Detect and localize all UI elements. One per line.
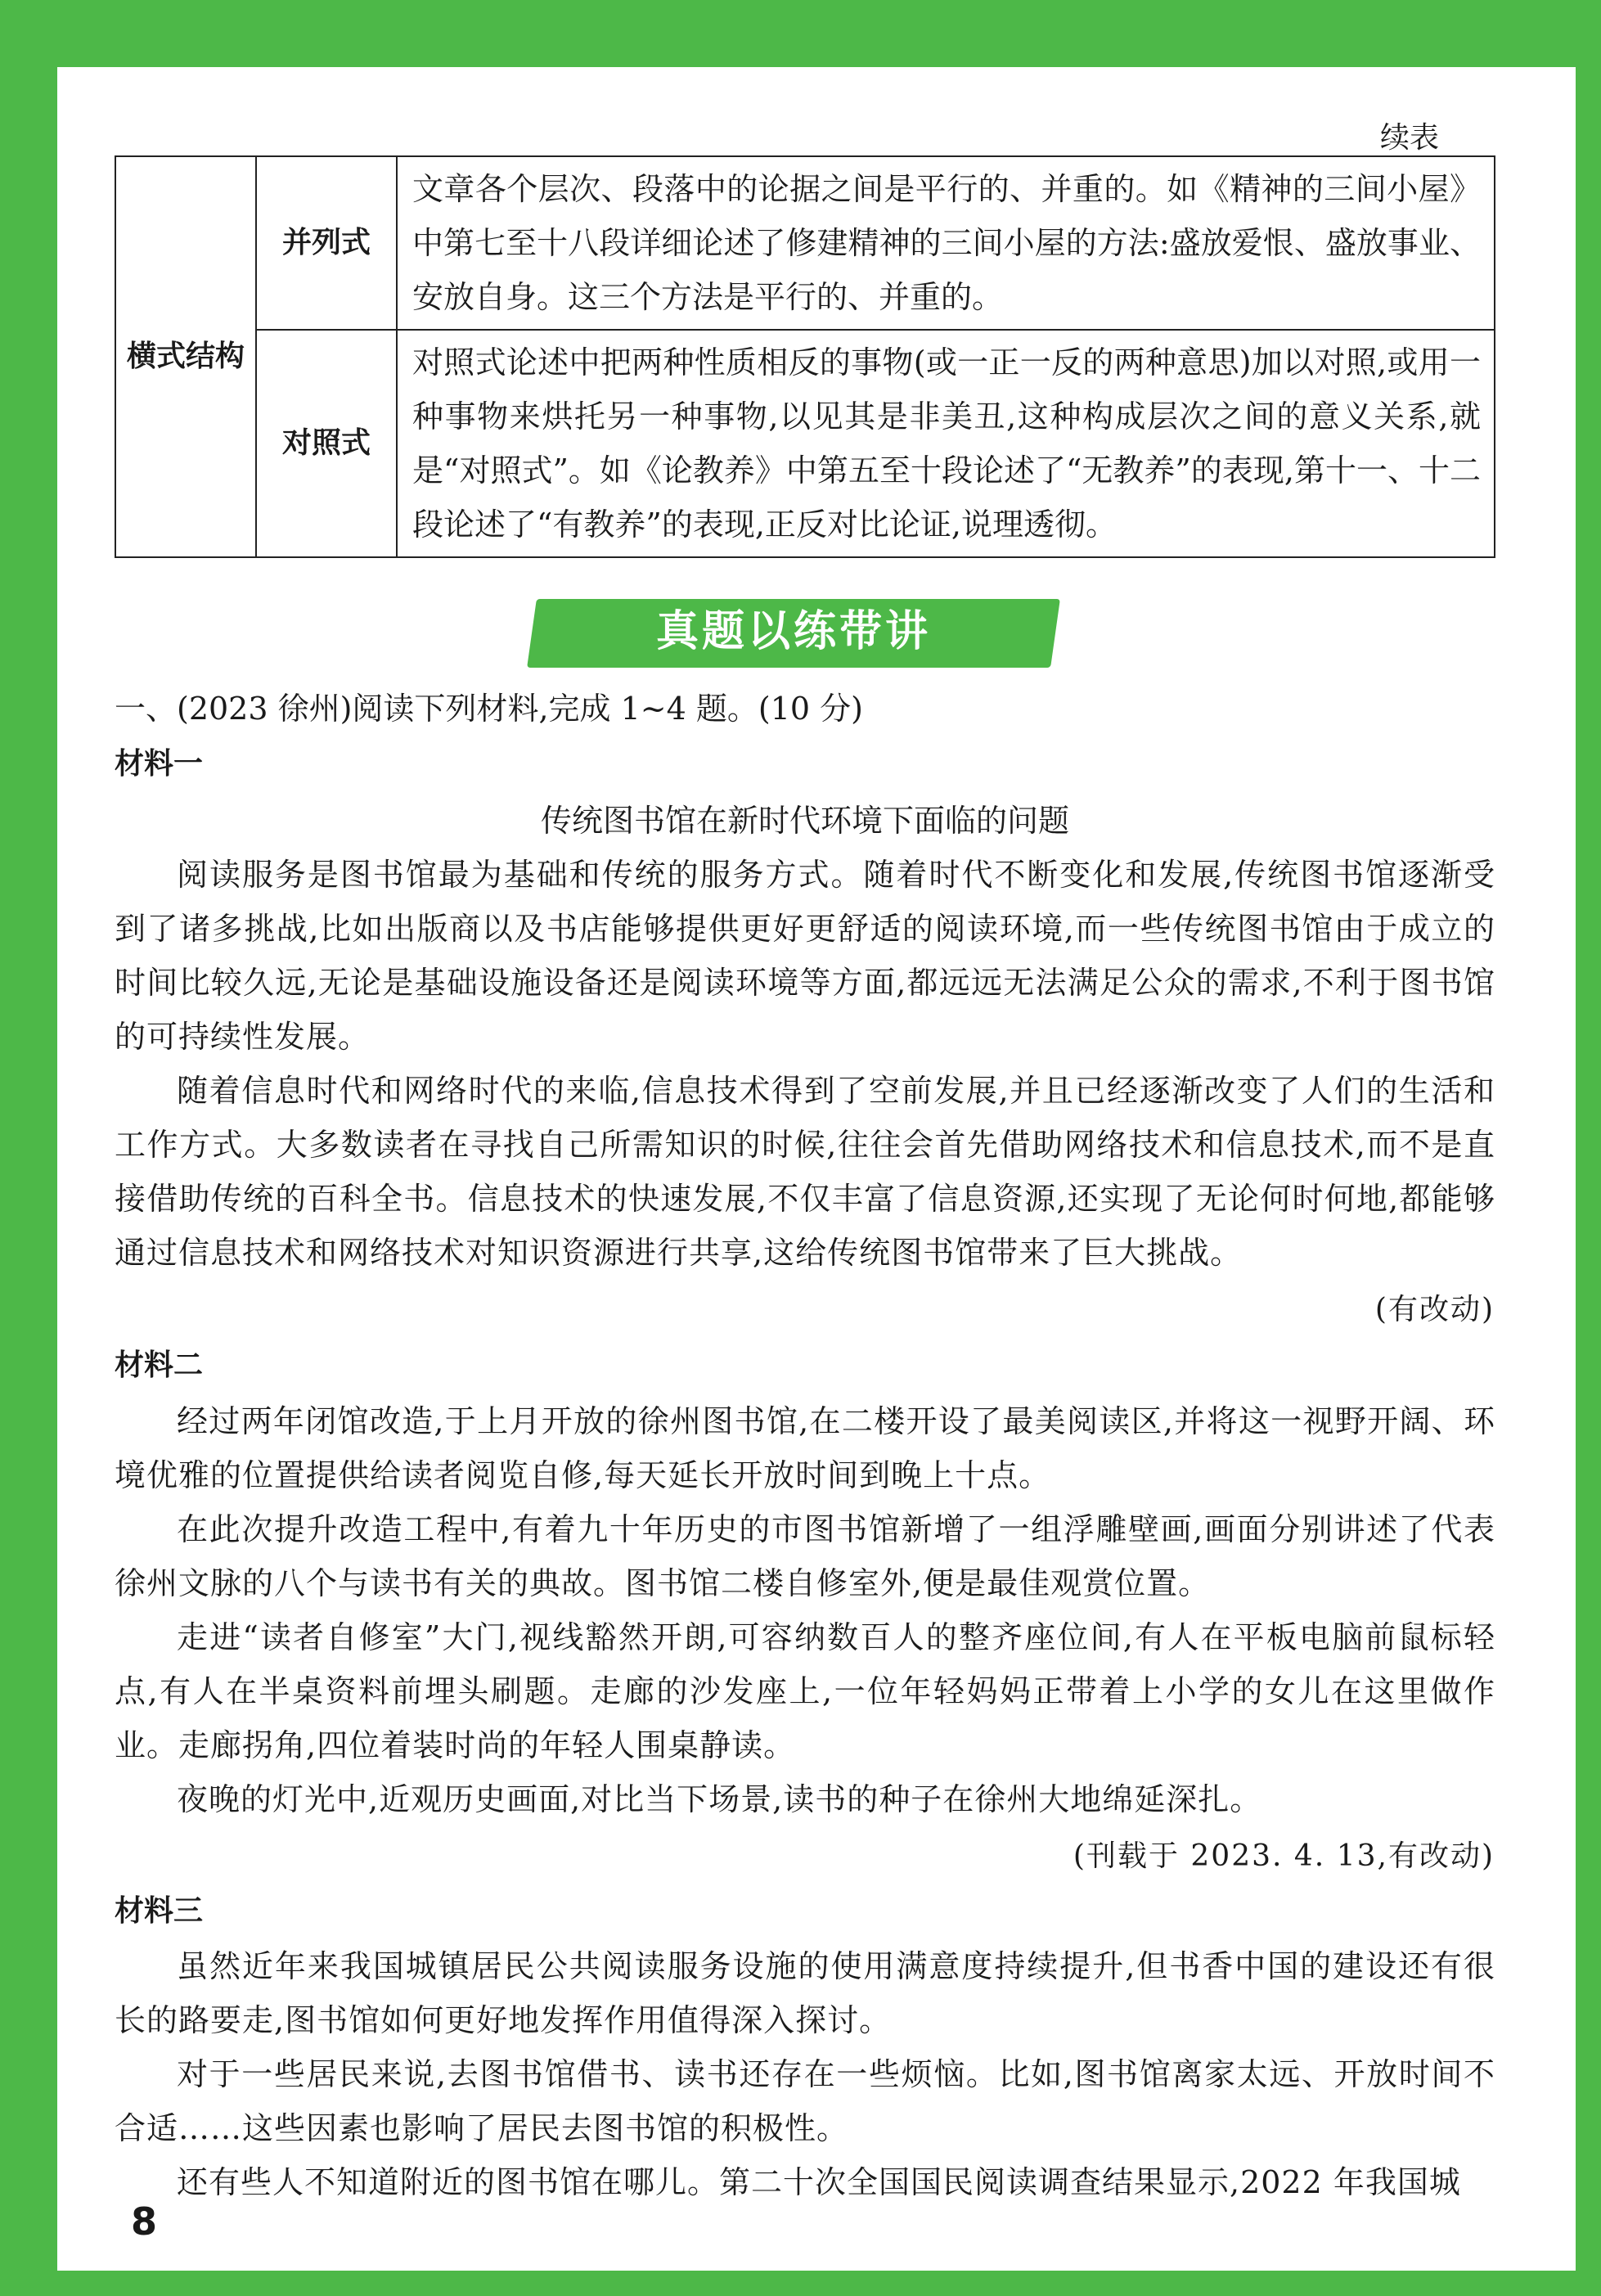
material-label: 材料三 xyxy=(115,1894,204,1928)
table-desc-cell: 文章各个层次、段落中的论据之间是平行的、并重的。如《精神的三间小屋》中第七至十八段详细论述了修建精神的三间小屋的方法:盛放爱恨、盛放事业、安放自身。这三个方法是平行的、并重的。 xyxy=(397,156,1495,330)
source-note: (有改动) xyxy=(1374,1293,1495,1326)
material-label: 材料一 xyxy=(115,747,204,781)
paragraph: 在此次提升改造工程中,有着九十年历史的市图书馆新增了一组浮雕壁画,画面分别讲述了代表徐州文脉的八个与读书有关的典故。图书馆二楼自修室外,便是最佳观赏位置。 xyxy=(115,1511,1495,1601)
table-category-cell: 横式结构 xyxy=(115,156,256,557)
section-banner xyxy=(532,596,1055,668)
table-desc-cell: 对照式论述中把两种性质相反的事物(或一正一反的两种意思)加以对照,或用一种事物来烘托另一种事物,以见其是非美丑,这种构成层次之间的意义关系,就是“对照式”。如《论教养》中第五至十段论述了“无教养”的表现,第十一、十二段论述了“有教养”的表现,正反对比论证,说理透彻。 xyxy=(397,330,1495,557)
table-type-cell: 对照式 xyxy=(256,330,397,557)
paragraph: 经过两年闭馆改造,于上月开放的徐州图书馆,在二楼开设了最美阅读区,并将这一视野开阔、环境优雅的位置提供给读者阅览自修,每天延长开放时间到晚上十点。 xyxy=(115,1403,1495,1493)
article-title: 传统图书馆在新时代环境下面临的问题 xyxy=(540,803,1069,839)
structure-table xyxy=(115,155,1495,558)
banner-title: 真题以练带讲 xyxy=(655,607,931,656)
question-heading: 一、(2023 徐州)阅读下列材料,完成 1~4 题。(10 分) xyxy=(115,691,863,727)
paragraph: 阅读服务是图书馆最为基础和传统的服务方式。随着时代不断变化和发展,传统图书馆逐渐受到了诸多挑战,比如出版商以及书店能够提供更好更舒适的阅读环境,而一些传统图书馆由于成立的时间比较久远,无论是基础设施设备还是阅读环境等方面,都远远无法满足公众的需求,不利于图书馆的可持续性发展。 xyxy=(115,857,1495,1055)
material-label: 材料二 xyxy=(115,1348,204,1382)
paragraph: 随着信息时代和网络时代的来临,信息技术得到了空前发展,并且已经逐渐改变了人们的生活和工作方式。大多数读者在寻找自己所需知识的时候,往往会首先借助网络技术和信息技术,而不是直接借助传统的百科全书。信息技术的快速发展,不仅丰富了信息资源,还实现了无论何时何地,都能够通过信息技术和网络技术对知识资源进行共享,这给传统图书馆带来了巨大挑战。 xyxy=(115,1073,1495,1271)
table-continued-label: 续表 xyxy=(1379,121,1439,155)
paragraph: 还有些人不知道附近的图书馆在哪儿。第二十次全国国民阅读调查结果显示,2022 年我国城 xyxy=(177,2164,1461,2200)
paragraph: 夜晚的灯光中,近观历史画面,对比当下场景,读书的种子在徐州大地绵延深扎。 xyxy=(177,1781,1262,1817)
table-row xyxy=(115,330,1495,557)
table-row xyxy=(115,156,1495,330)
table-type-cell: 并列式 xyxy=(256,156,397,330)
source-note: (刊载于 2023. 4. 13,有改动) xyxy=(1073,1839,1495,1873)
page-number: 8 xyxy=(131,2199,158,2244)
paragraph: 对于一些居民来说,去图书馆借书、读书还存在一些烦恼。比如,图书馆离家太远、开放时间不合适……这些因素也影响了居民去图书馆的积极性。 xyxy=(115,2056,1495,2146)
paragraph: 虽然近年来我国城镇居民公共阅读服务设施的使用满意度持续提升,但书香中国的建设还有很长的路要走,图书馆如何更好地发挥作用值得深入探讨。 xyxy=(115,1948,1495,2038)
paragraph: 走进“读者自修室”大门,视线豁然开朗,可容纳数百人的整齐座位间,有人在平板电脑前鼠标轻点,有人在半桌资料前埋头刷题。走廊的沙发座上,一位年轻妈妈正带着上小学的女儿在这里做作业。走廊拐角,四位着装时尚的年轻人围桌静读。 xyxy=(115,1619,1495,1763)
